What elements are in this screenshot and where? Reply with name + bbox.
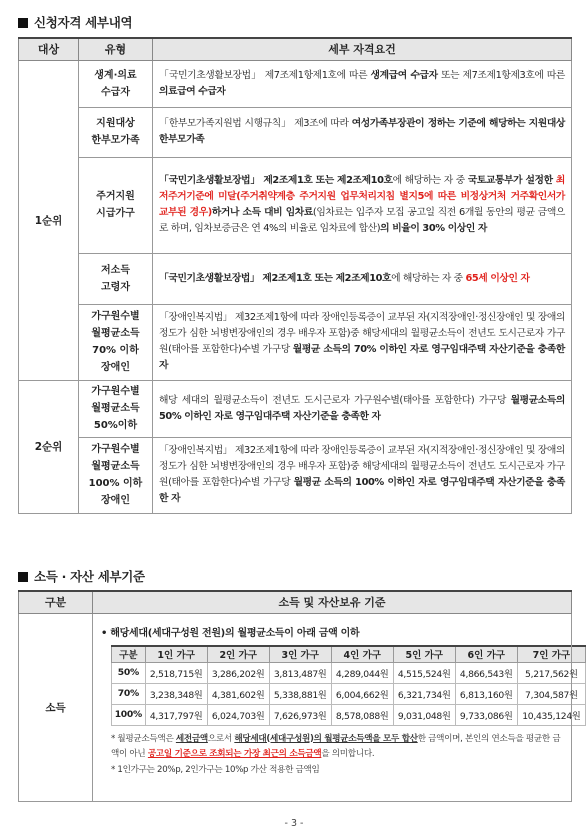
income-note xyxy=(111,732,565,762)
income-value-cell: 2,518,715원 xyxy=(145,662,207,683)
type-line: 주거지원 xyxy=(96,191,135,202)
income-row xyxy=(112,704,586,725)
text-segment: 여성가족부장관이 정하는 기준에 해당하는 지원대상 한부모가족 xyxy=(159,118,565,145)
text-segment: 에 해당하는 자 중 xyxy=(392,175,468,186)
row-description xyxy=(153,60,572,107)
section-title-income-assets: 소득 · 자산 세부기준 xyxy=(18,567,145,585)
income-value-cell: 4,381,602원 xyxy=(207,683,269,704)
page-number: - 3 - xyxy=(284,818,304,829)
type-line: 가구원수별 xyxy=(91,444,140,455)
text-segment: 하거나 소득 대비 임차료 xyxy=(211,207,313,218)
type-line: 장애인 xyxy=(101,362,130,373)
section-title-eligibility: 신청자격 세부내역 xyxy=(18,13,132,31)
income-header-cell: 7인 가구 xyxy=(517,646,585,663)
income-limit-table xyxy=(111,645,586,726)
income-value-cell: 10,435,124원 xyxy=(517,704,585,725)
type-line: 장애인 xyxy=(101,495,130,506)
income-value-cell: 9,031,048원 xyxy=(393,704,455,725)
row-type xyxy=(79,107,153,157)
household-note: * 1인가구는 20%p, 2인가구는 10%p 가산 적용한 금액임 xyxy=(111,764,320,775)
income-value-cell: 3,286,202원 xyxy=(207,662,269,683)
text-segment: 월평균소득의 50% 이하인 자로 영구임대주택 자산기준을 충족한 자 xyxy=(159,394,565,422)
income-header-cell: 2인 가구 xyxy=(207,646,269,663)
row-type xyxy=(79,60,153,107)
text-segment: 「국민기초생활보장법」 제7조제1항제1호에 따른 xyxy=(159,69,371,81)
income-value-cell: 6,004,662원 xyxy=(331,683,393,704)
income-value-cell: 9,733,086원 xyxy=(455,704,517,725)
header-category: 구분 xyxy=(19,591,93,613)
income-header-cell: 6인 가구 xyxy=(455,646,517,663)
row-description xyxy=(153,107,572,157)
text-segment: 국토교통부가 설정한 xyxy=(467,175,556,186)
income-percent-cell: 100% xyxy=(112,704,146,725)
row-type xyxy=(79,437,153,513)
row-description xyxy=(153,380,572,437)
income-value-cell: 3,813,487원 xyxy=(269,662,331,683)
type-line: 수급자 xyxy=(101,86,130,98)
type-line: 70% 이하 xyxy=(92,345,139,356)
text-segment: 또는 제7조제1항제3호에 따른 xyxy=(437,69,565,81)
text-segment: (임차료는 입주자 모집 공고일 직전 6개월 동안의 평균 금액으로 하며, 임차보증금은 연 4%의 비율로 임차료에 합산) xyxy=(159,207,565,234)
text-segment: 의료급여 수급자 xyxy=(159,85,226,97)
type-line: 시급가구 xyxy=(96,208,135,219)
income-percent-cell: 70% xyxy=(112,683,146,704)
row-type xyxy=(79,304,153,380)
income-value-cell: 6,321,734원 xyxy=(393,683,455,704)
row-type xyxy=(79,380,153,437)
income-value-cell: 4,515,524원 xyxy=(393,662,455,683)
income-criteria-bullet: • 해당세대(세대구성원 전원)의 월평균소득이 아래 금액 이하 xyxy=(101,627,360,639)
header-criteria: 소득 및 자산보유 기준 xyxy=(93,591,572,613)
text-segment: 「장애인복지법」 제32조제1항에 따라 장애인등록증이 교부된 자(지적장애인·정신장애인 및 장애의 정도가 심한 뇌병변장애인의 경우 배우자 포함)중 해당세대의 월평균소득이 전년도 도시근로자 가구원(태아를 포함한다)수별 가구당 xyxy=(159,312,565,355)
group-first-priority: 1순위 xyxy=(19,60,79,380)
row-description xyxy=(153,304,572,380)
income-row xyxy=(112,662,586,683)
income-row xyxy=(112,683,586,704)
text-segment: 65세 이상인 자 xyxy=(465,272,530,284)
income-value-cell: 6,024,703원 xyxy=(207,704,269,725)
type-line: 가구원수별 xyxy=(91,386,140,397)
text-segment: 해당 세대의 월평균소득이 전년도 도시근로자 가구원수별(태아를 포함한다) 가구당 xyxy=(159,394,511,406)
type-line: 50%이하 xyxy=(93,420,138,431)
row-description xyxy=(153,157,572,253)
income-header-cell: 5인 가구 xyxy=(393,646,455,663)
text-segment: 으로서 xyxy=(207,733,235,744)
income-value-cell: 3,238,348원 xyxy=(145,683,207,704)
header-requirements: 세부 자격요건 xyxy=(153,38,572,60)
text-segment: 「국민기초생활보장법」 제2조제1호 또는 제2조제10호 xyxy=(159,175,393,186)
type-line: 생계·의료 xyxy=(94,69,137,81)
text-segment: * 월평균소득액은 xyxy=(111,733,176,744)
income-value-cell: 6,813,160원 xyxy=(455,683,517,704)
text-segment: 「한부모가족지원법 시행규칙」 제3조에 따라 xyxy=(159,118,352,129)
row-type xyxy=(79,253,153,304)
income-value-cell: 7,304,587원 xyxy=(517,683,585,704)
row-type xyxy=(79,157,153,253)
income-value-cell: 7,626,973원 xyxy=(269,704,331,725)
square-bullet-icon xyxy=(18,572,28,582)
square-bullet-icon xyxy=(18,18,28,28)
income-value-cell: 8,578,088원 xyxy=(331,704,393,725)
text-segment: 한 금액이며, 본인의 연소득을 평균한 금액이 아닌 xyxy=(111,733,561,759)
type-line: 저소득 xyxy=(101,264,130,276)
income-header-cell: 구분 xyxy=(112,646,146,663)
text-segment: 「장애인복지법」 제32조제1항에 따라 장애인등록증이 교부된 자(지적장애인·정신장애인 및 장애의 정도가 심한 뇌병변장애인의 경우 배우자 포함)중 해당세대의 월평균소득이 전년도 도시근로자 가구원(태아를 포함한다)수별 가구당 xyxy=(159,445,565,488)
income-value-cell: 4,289,044원 xyxy=(331,662,393,683)
income-value-cell: 5,217,562원 xyxy=(517,662,585,683)
income-asset-table xyxy=(18,590,581,802)
type-line: 월평균소득 xyxy=(91,461,140,472)
row-label-income: 소득 xyxy=(19,613,93,801)
type-line: 100% 이하 xyxy=(88,478,143,489)
eligibility-table xyxy=(18,37,572,514)
row-description xyxy=(153,253,572,304)
text-segment: 을 의미합니다. xyxy=(321,748,375,759)
income-header-cell: 4인 가구 xyxy=(331,646,393,663)
type-line: 지원대상 xyxy=(96,118,135,129)
income-value-cell: 4,317,797원 xyxy=(145,704,207,725)
type-line: 고령자 xyxy=(101,281,130,293)
income-value-cell: 4,866,543원 xyxy=(455,662,517,683)
income-value-cell: 5,338,881원 xyxy=(269,683,331,704)
income-header-cell: 3인 가구 xyxy=(269,646,331,663)
type-line: 가구원수별 xyxy=(91,311,140,322)
text-segment: 세전금액 xyxy=(175,733,208,744)
text-segment: 월평균 소득의 100% 이하인 자로 영구임대주택 자산기준을 충족한 자 xyxy=(159,477,565,504)
text-segment: 공고일 기준으로 조회되는 가장 최근의 소득금액 xyxy=(147,748,322,759)
type-line: 월평균소득 xyxy=(91,328,140,339)
text-segment: 해당세대(세대구성원)의 월평균소득액을 모두 합산 xyxy=(234,733,418,744)
income-criteria-body xyxy=(93,613,581,801)
type-line: 월평균소득 xyxy=(91,403,140,414)
group-second-priority: 2순위 xyxy=(19,380,79,513)
text-segment: 최저주거기준에 미달(주거취약계층 주거지원 업무처리지침 별지5에 따른 비정상거처 거주확인서가 교부된 경우) xyxy=(159,175,565,218)
row-description xyxy=(153,437,572,513)
type-line: 한부모가족 xyxy=(91,135,140,146)
text-segment: 「국민기초생활보장법」 제2조제1호 또는 제2조제10호 xyxy=(159,272,392,284)
text-segment: 생계급여 수급자 xyxy=(370,69,438,81)
income-percent-cell: 50% xyxy=(112,662,146,683)
header-type: 유형 xyxy=(79,38,153,60)
header-target: 대상 xyxy=(19,38,79,60)
income-header-cell: 1인 가구 xyxy=(145,646,207,663)
text-segment: 월평균 소득의 70% 이하인 자로 영구임대주택 자산기준을 충족한 자 xyxy=(159,344,565,371)
text-segment: 에 해당하는 자 중 xyxy=(391,272,466,284)
text-segment: 의 비율이 30% 이상인 자 xyxy=(380,223,487,234)
